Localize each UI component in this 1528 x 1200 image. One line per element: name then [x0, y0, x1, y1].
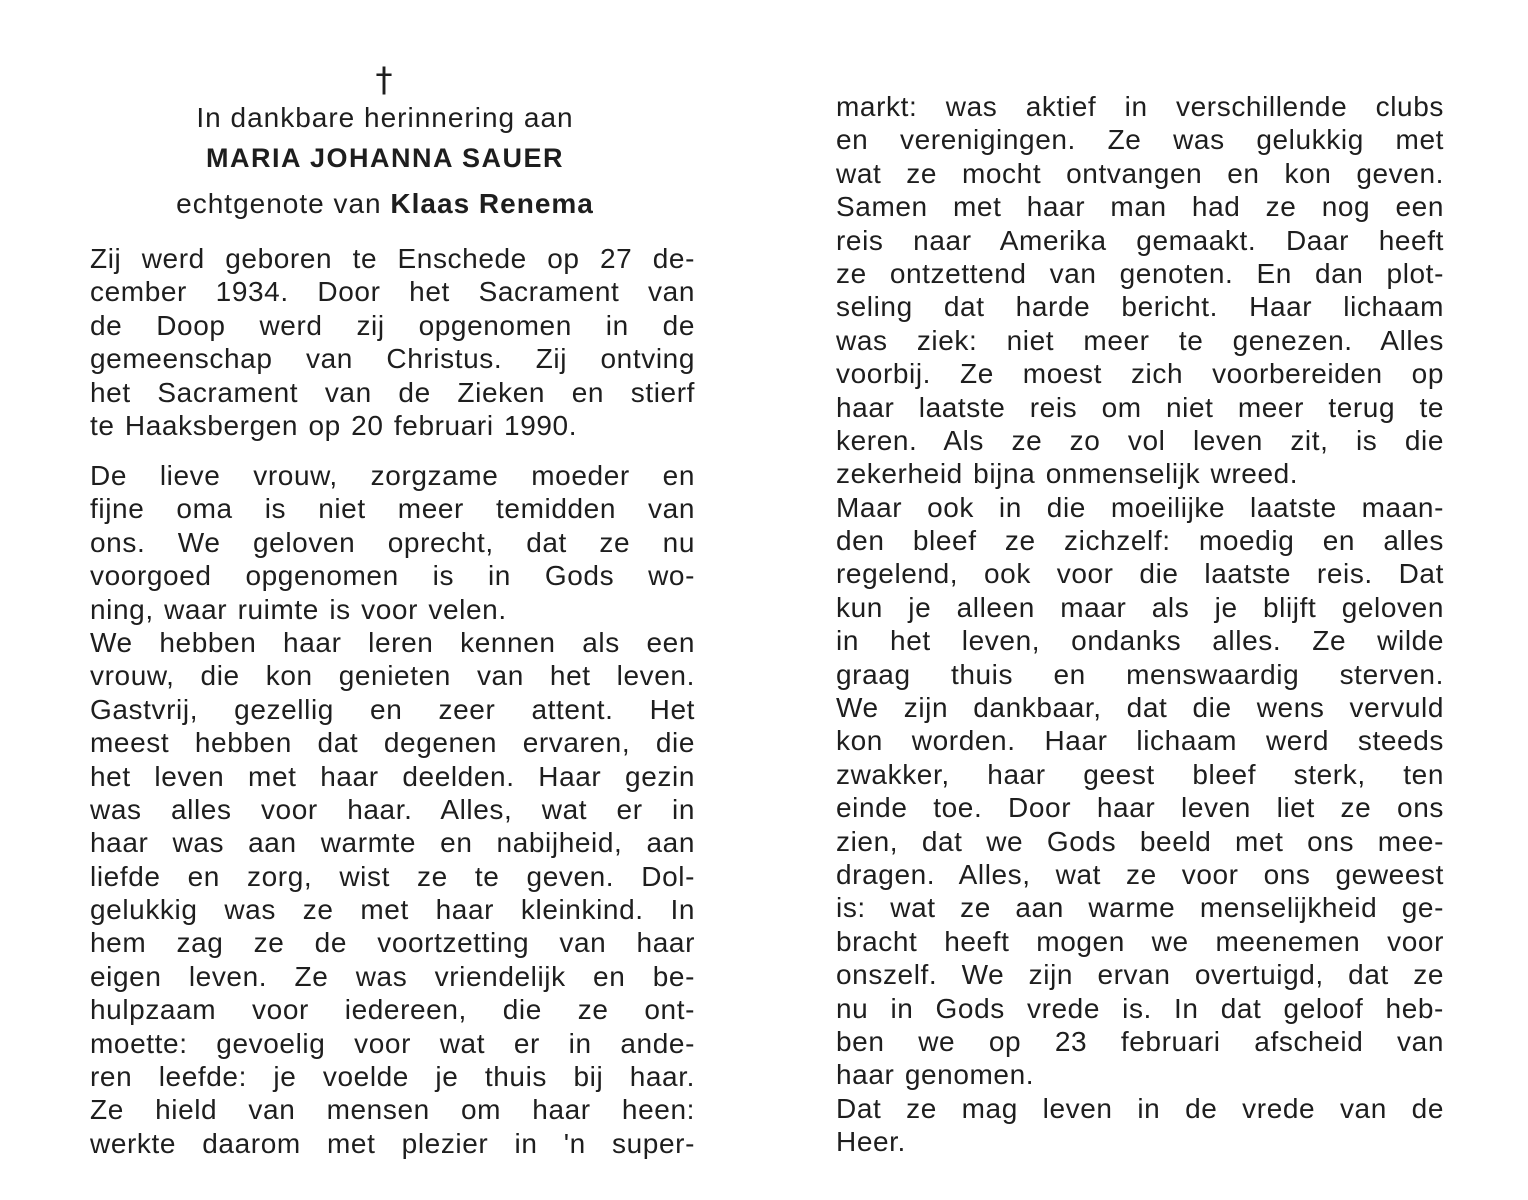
- birth-death-paragraph: [90, 242, 695, 442]
- text-line: Dat ze mag leven in de vrede van de: [836, 1092, 1444, 1124]
- text-line: en verenigingen. Ze was gelukkig met: [836, 124, 1444, 156]
- text-line: ben we op 23 februari afscheid van: [836, 1025, 1444, 1057]
- text-line: De lieve vrouw, zorgzame moeder en: [90, 460, 695, 491]
- text-line: zien, dat we Gods beeld met ons mee-: [836, 825, 1444, 857]
- text-line: de Doop werd zij opgenomen in de: [90, 309, 695, 341]
- text-line: meest hebben dat degenen ervaren, die: [90, 727, 695, 759]
- text-line: in het leven, ondanks alles. Ze wilde: [836, 625, 1444, 657]
- text-line: hem zag ze de voortzetting van haar: [90, 927, 695, 959]
- spouse-name: Klaas Renema: [390, 188, 594, 219]
- text-line: het leven met haar deelden. Haar gezin: [90, 760, 695, 792]
- text-line: Heer.: [836, 1126, 906, 1158]
- text-line: ren leefde: je voelde je thuis bij haar.: [90, 1061, 695, 1093]
- text-line: fijne oma is niet meer temidden van: [90, 493, 695, 525]
- text-line: We zijn dankbaar, dat die wens vervuld: [836, 692, 1444, 724]
- text-line: was ziek: niet meer te genezen. Alles: [836, 324, 1444, 356]
- text-line: moette: gevoelig voor wat er in ande-: [90, 1027, 695, 1059]
- text-line: kon worden. Haar lichaam werd steeds: [836, 725, 1444, 757]
- eulogy-left-column: [90, 459, 695, 1160]
- text-line: haar genomen.: [836, 1059, 1035, 1091]
- text-line: gemeenschap van Christus. Zij ontving: [90, 343, 695, 375]
- text-line: reis naar Amerika gemaakt. Daar heeft: [836, 224, 1444, 256]
- spouse-prefix: echtgenote van: [176, 188, 382, 219]
- text-line: was alles voor haar. Alles, wat er in: [90, 793, 695, 825]
- text-line: Maar ook in die moeilijke laatste maan-: [836, 491, 1444, 523]
- text-line: ze ontzettend van genoten. En dan plot-: [836, 257, 1444, 289]
- text-line: dragen. Alles, wat ze voor ons geweest: [836, 858, 1444, 890]
- text-line: zwakker, haar geest bleef sterk, ten: [836, 758, 1444, 790]
- text-line: graag thuis en menswaardig sterven.: [836, 658, 1444, 690]
- text-line: seling dat harde bericht. Haar lichaam: [836, 291, 1444, 323]
- text-line: cember 1934. Door het Sacrament van: [90, 276, 695, 308]
- text-line: vrouw, die kon genieten van het leven.: [90, 660, 695, 692]
- text-line: regelend, ook voor die laatste reis. Dat: [836, 558, 1444, 590]
- text-line: markt: was aktief in verschillende clubs: [836, 91, 1444, 122]
- text-line: haar laatste reis om niet meer terug te: [836, 391, 1444, 423]
- text-line: einde toe. Door haar leven liet ze ons: [836, 792, 1444, 824]
- text-line: den bleef ze zichzelf: moedig en alles: [836, 525, 1444, 557]
- text-line: is: wat ze aan warme menselijkheid ge-: [836, 892, 1444, 924]
- text-line: liefde en zorg, wist ze te geven. Dol-: [90, 860, 695, 892]
- text-line: Zij werd geboren te Enschede op 27 de-: [90, 243, 695, 274]
- text-line: nu in Gods vrede is. In dat geloof heb-: [836, 992, 1444, 1024]
- eulogy-right-column: [836, 90, 1444, 1159]
- text-line: onszelf. We zijn ervan overtuigd, dat ze: [836, 959, 1444, 991]
- spouse-line: [90, 188, 680, 220]
- text-line: wat ze mocht ontvangen en kon geven.: [836, 157, 1444, 189]
- text-line: keren. Als ze zo vol leven zit, is die: [836, 424, 1444, 456]
- text-line: Samen met haar man had ze nog een: [836, 191, 1444, 223]
- text-line: haar was aan warmte en nabijheid, aan: [90, 827, 695, 859]
- text-line: bracht heeft mogen we meenemen voor: [836, 925, 1444, 957]
- text-line: zekerheid bijna onmenselijk wreed.: [836, 458, 1299, 490]
- text-line: eigen leven. Ze was vriendelijk en be-: [90, 960, 695, 992]
- text-line: werkte daarom met plezier in 'n super-: [90, 1127, 695, 1159]
- text-line: voorbij. Ze moest zich voorbereiden op: [836, 358, 1444, 390]
- text-line: het Sacrament van de Zieken en stierf: [90, 376, 695, 408]
- text-line: Gastvrij, gezellig en zeer attent. Het: [90, 693, 695, 725]
- text-line: kun je alleen maar als je blijft geloven: [836, 591, 1444, 623]
- text-line: ons. We geloven oprecht, dat ze nu: [90, 526, 695, 558]
- text-line: hulpzaam voor iedereen, die ze ont-: [90, 994, 695, 1026]
- text-line: Ze hield van mensen om haar heen:: [90, 1094, 695, 1126]
- text-line: te Haaksbergen op 20 februari 1990.: [90, 409, 578, 441]
- text-line: voorgoed opgenomen is in Gods wo-: [90, 560, 695, 592]
- text-line: gelukkig was ze met haar kleinkind. In: [90, 894, 695, 926]
- text-line: ning, waar ruimte is voor velen.: [90, 593, 507, 625]
- cross-symbol: †: [375, 60, 393, 100]
- intro-line: In dankbare herinnering aan: [196, 102, 574, 133]
- deceased-name: MARIA JOHANNA SAUER: [205, 143, 564, 173]
- text-line: We hebben haar leren kennen als een: [90, 626, 695, 658]
